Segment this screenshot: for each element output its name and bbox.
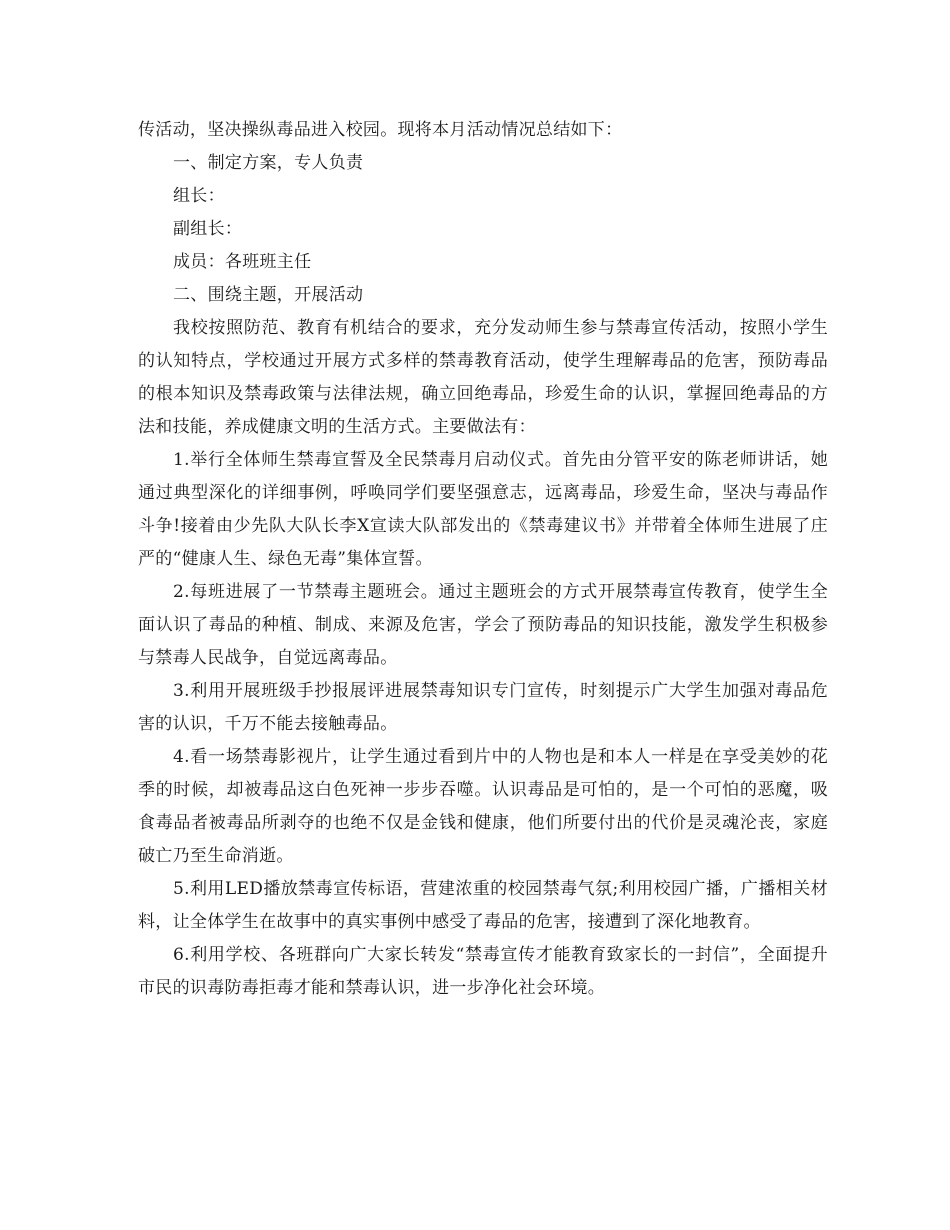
- team-leader-line: 组长：: [173, 186, 225, 206]
- members-line: 成员：各班班主任: [173, 252, 312, 272]
- list-item-parent-letter: 6.利用学校、各班群向广大家长转发“禁毒宣传才能教育致家长的一封信”，全面提升市民的识毒防毒拒毒才能和禁毒认识，进一步净化社会环境。: [138, 945, 828, 998]
- list-item-film-viewing: 4.看一场禁毒影视片，让学生通过看到片中的人物也是和本人一样是在享受美妙的花季的时候，却被毒品这白色死神一步步吞噬。认识毒品是可怕的，是一个可怕的恶魔，吸食毒品者被毒品所剥夺的也绝不仅是金钱和健康，他们所要付出的代价是灵魂沦丧，家庭破亡乃至生命消逝。: [138, 747, 828, 866]
- document-body: [138, 114, 828, 1005]
- list-item-class-meeting: 2.每班进展了一节禁毒主题班会。通过主题班会的方式开展禁毒宣传教育，使学生全面认识了毒品的种植、制成、来源及危害，学会了预防毒品的知识技能，激发学生积极参与禁毒人民战争，自觉远离毒品。: [138, 582, 828, 668]
- section-heading-activities: 二、围绕主题，开展活动: [173, 285, 364, 305]
- deputy-leader-line: 副组长：: [173, 219, 243, 239]
- list-item-led-broadcast: 5.利用LED播放禁毒宣传标语，营建浓重的校园禁毒气氛;利用校园广播，广播相关材料，让全体学生在故事中的真实事例中感受了毒品的危害，接遭到了深化地教育。: [138, 879, 828, 932]
- section-heading-plan: 一、制定方案，专人负责: [173, 153, 364, 173]
- paragraph-overview: 我校按照防范、教育有机结合的要求，充分发动师生参与禁毒宣传活动，按照小学生的认知特点，学校通过开展方式多样的禁毒教育活动，使学生理解毒品的危害，预防毒品的根本知识及禁毒政策与法律法规，确立回绝毒品，珍爱生命的认识，掌握回绝毒品的方法和技能，养成健康文明的生活方式。主要做法有：: [138, 318, 828, 437]
- paragraph-intro-continuation: 传活动，坚决操纵毒品进入校园。现将本月活动情况总结如下：: [138, 120, 623, 140]
- list-item-handwritten-newspaper: 3.利用开展班级手抄报展评进展禁毒知识专门宣传，时刻提示广大学生加强对毒品危害的认识，千万不能去接触毒品。: [138, 681, 828, 734]
- list-item-oath-ceremony: 1.举行全体师生禁毒宣誓及全民禁毒月启动仪式。首先由分管平安的陈老师讲话，她通过典型深化的详细事例，呼唤同学们要坚强意志，远离毒品，珍爱生命，坚决与毒品作斗争!接着由少先队大队长李X宣读大队部发出的《禁毒建议书》并带着全体师生进展了庄严的“健康人生、绿色无毒”集体宣誓。: [138, 450, 828, 569]
